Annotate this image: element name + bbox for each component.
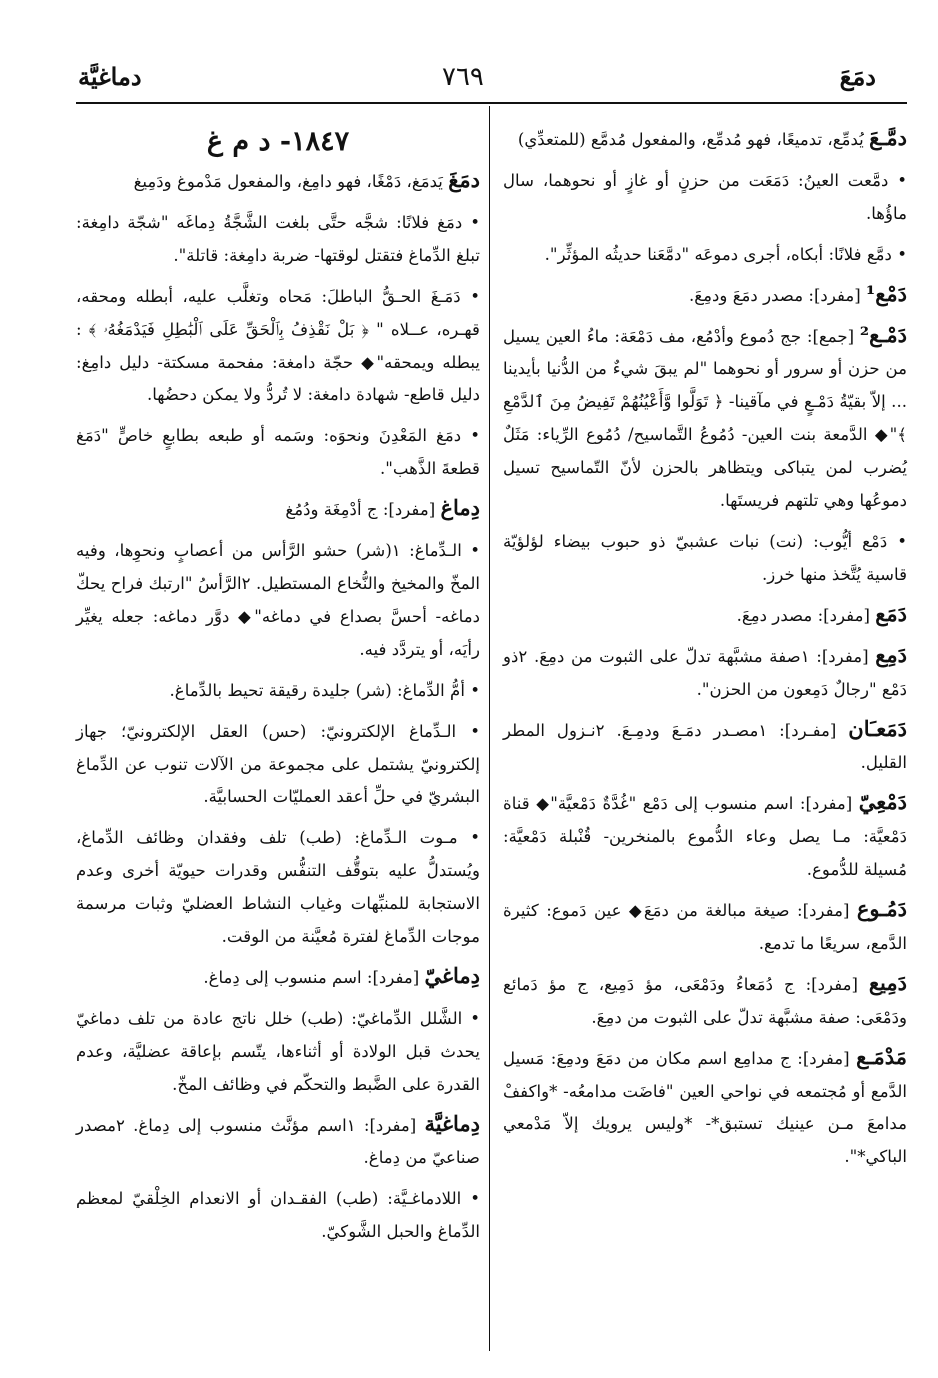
entry [503, 122, 907, 157]
definition: • اللادماغـيَّة: (طب) الفقـدان أو الانعدام الخِلْقيّ لمعظم الدِّماغ والحبل الشَّوكيّ. [76, 1189, 480, 1242]
definition: • دمَّع فلانًا: أبكاه، أجرى دموعَه "دمَّعَنا حديثُه المؤثِّر". [544, 244, 907, 264]
headword: دِماغيَّة [424, 1110, 481, 1136]
definition: [مفرد]: اسم منسوب إلى دَمْع "غُدَّةٌ دَمْعيَّة"◆ قناة دَمْعيَّة: مـا يصل وعاء الدُّموع بالمنخرين- قُنْبلة دَمْعيَّة: مُسيلة للدُّموع. [503, 794, 907, 880]
entry [76, 418, 480, 486]
right-column [503, 122, 907, 1180]
entry [76, 820, 480, 954]
headword: دَمِع [875, 641, 907, 667]
headword: مَدْمَـع [856, 1043, 907, 1069]
entry [503, 524, 907, 592]
definition: [مفرد]: ١صفة مشبَّهة تدلّ على الثبوت من دمِعَ. ٢ذو دَمْع "رجالٌ دَمِعون من الحزن". [503, 646, 907, 699]
definition: [مفرد]: اسم منسوب إلى دِماغ. [203, 967, 425, 987]
entry [503, 278, 907, 313]
definition: • الـدِّماغ: ١(شر) حشو الرَّأس من أعصابٍ ونحوِها، وفيه المخّ والمخيخ والنُّخاع المستطيل. ٢الرَّأسُ "ارتبك فراح يحكّ دماغه- أحسَّ بصداع في دماغه"◆ دوَّر دماغه: جعله يغيِّر رأيَه، أو يتردَّد فيه. [76, 541, 480, 659]
headword: دَمَع [875, 600, 907, 626]
definition: • دمَغ فلانًا: شجَّه حتَّى بلغت الشَّجَّةُ دِماغَه "شجّة دامِغة: تبلغ الدِّماغ فتقتل لوقتها- ضربة دامِغة: قاتلة". [76, 212, 480, 265]
entry [76, 1108, 480, 1176]
definition: • دَمْع أيُّوب: (نت) نبات عشبيّ ذو حبوب بيضاء لؤلؤيّة قاسية يُتَّخذ منها خرز. [503, 531, 907, 584]
definition: [مفـرد]: ١مصـدر دمَـعَ ودمِـعَ. ٢نـزول المطر القليل. [503, 720, 907, 773]
entry [76, 673, 480, 708]
headword: دَمِيع [868, 969, 907, 995]
definition: [مفرد]: صيغة مبالغة من دمَعَ◆ عين دَموع: كثيرة الدَّمع، سريعًا ما تدمع. [503, 901, 907, 953]
entry [503, 598, 907, 633]
headword: دَمْعِيّ [858, 789, 907, 815]
running-head-right: دمَعَ [839, 62, 876, 91]
entry [76, 714, 480, 815]
definition: [مفرد]: ج دُمَعاءُ ودَمْعَى، مؤ دَمِيع، ج مؤ دَمائع ودَمْعَى: صفة مشبَّهة تدلّ على الثبوت من دمِعَ. [503, 974, 907, 1027]
headword: دمَغَ [448, 167, 480, 192]
column-divider [489, 106, 490, 1351]
entry [76, 533, 480, 667]
definition: • الـدِّماغ الإلكترونيّ: (حس) العقل الإلكترونيّ؛ جهاز إلكترونيّ يشتمل على مجموعة من الآلات تنوب عن الدِّماغ البشريّ في حلِّ أعقد العمليّات الحسابيَّة. [76, 721, 480, 807]
entry [503, 319, 907, 518]
entry [503, 967, 907, 1035]
definition: • مـوت الـدِّماغ: (طب) تلف وفقدان وظائف الدِّماغ، ويُستدلُّ عليه بتوقُّف التنفُّس وقدرات حيويّة أخرى وعدم الاستجابة للمنبِّهات وغياب النشاط العضليّ وثبات مرسمة موجات الدِّماغ لفترة مُعيَّنة من الوقت. [76, 828, 480, 947]
headword: دِماغ [440, 495, 480, 521]
entry [503, 163, 907, 231]
definition: • أمُّ الدِّماغ: (شر) جليدة رقيقة تحيط بالدِّماغ. [169, 680, 480, 700]
running-head-left: دماغيَّة [78, 62, 142, 91]
entry [503, 1041, 907, 1175]
entry [76, 164, 480, 199]
headword: دَمْع¹ [866, 280, 907, 306]
definition: يَدمَغ، دَمْغًا، فهو دامِغ، والمفعول مَدْموغ ودَمِيغ [133, 172, 449, 191]
definition: يُدمِّع، تدميعًا، فهو مُدمِّع، والمفعول مُدمَّع (للمتعدِّي) [517, 130, 870, 149]
entry [76, 1181, 480, 1249]
definition: [مفرد]: مصدر دمِعَ. [736, 605, 876, 625]
left-column [76, 122, 480, 1255]
definition: [جمع]: جج دُموع وأدْمُع، مف دَمْعَة: ماءُ العين يسيل من حزن أو سرور أو نحوهما "لم يبقَ شيءٌ من الدُّنيا بأيدينا ... إلاّ بقيّةُ دَمْـعٍ في مآقينا- ﴿ تَوَلَّوا وَّأَعْيُنُهُمْ تَفِيضُ مِنَ ٱلدَّمْعِ ﴾"◆ الدَّمعة بنت العين- دُمُوعُ التَّماسيح/ دُمُوع الرِّياء: مَثَلٌ يُضرب لمن يتباكى ويتظاهر بالحزن لأنّ التّماسيح تسيل دموعُها وهي تلتهم فريستَها. [503, 326, 907, 511]
definition: • دمَّعت العينُ: دَمَعَت من حزنٍ أو غازٍ أو نحوهما، سال ماؤُها. [503, 170, 907, 223]
entry [76, 960, 480, 995]
definition: [مفرد]: ١اسم مؤنَّث منسوب إلى دِماغ. ٢مصدر صناعيّ من دِماغ. [76, 1115, 480, 1168]
page-number: ٧٦٩ [442, 62, 484, 92]
entry [503, 237, 907, 272]
entry [76, 492, 480, 527]
entry [76, 1001, 480, 1102]
definition: • الشَّلل الدِّماغيّ: (طب) خلل ناتج عادة من تلف دماغيّ يحدث قبل الولادة أو أثناءها، يتّسم بإعاقة عضليَّة، وعدم القدرة على الضَّبط والتحكّم في وظائف المخّ. [76, 1008, 480, 1094]
root-title: ١٨٤٧- د م غ [206, 126, 350, 157]
headword: دَمْـع² [859, 321, 907, 347]
headword: دمَّـعَ [869, 125, 907, 150]
entry [503, 639, 907, 707]
entry [76, 205, 480, 273]
entry [503, 893, 907, 961]
definition: [مفرد]: ج أدْمِغَة ودُمُغ [285, 500, 441, 520]
headword: دَمَعـَان [848, 715, 908, 741]
headword: دَمُـوع [856, 896, 907, 922]
entry [503, 786, 907, 887]
entry [76, 279, 480, 413]
definition: • دَمَـغَ الحـقُّ الباطلَ: مَحاه وتغلَّب عليه، أبطله ومحقه، قهـره، عــلاه " ﴿ بَلْ نَقْذِفُ بِٱلْحَقِّ عَلَى ٱلْبَٰطِلِ فَيَدْمَغُهُۥ ﴾ : يبطله ويمحقه"◆ حجّة دامغة: مفحمة مسكتة- دليل دامِغ: دليل قاطع- شهادة دامغة: لا تُردُّ ولا يمكن دحضُها. [76, 286, 480, 405]
definition: [مفرد]: ج مدامِع اسم مكان من دمَعَ ودمِعَ: مَسيل الدَّمع أو مُجتمعه في نواحي العين "فاضَت مدامعُه- *واكففْ مدامعَ مـن عينيك تستبق*- *وليس يرويك إلاّ مَدْمعي الباكي*". [503, 1048, 907, 1167]
definition: • دمَغ المَعْدِنَ ونحوَه: وسَمه أو طبعه بطابعٍ خاصٍّ "دَمَغ قطعةَ الذَّهب". [76, 426, 480, 479]
definition: [مفرد]: مصدر دمَعَ ودمِعَ. [689, 285, 867, 305]
headword: دِماغيّ [424, 962, 480, 988]
entry [503, 713, 907, 781]
header-rule [76, 102, 907, 104]
